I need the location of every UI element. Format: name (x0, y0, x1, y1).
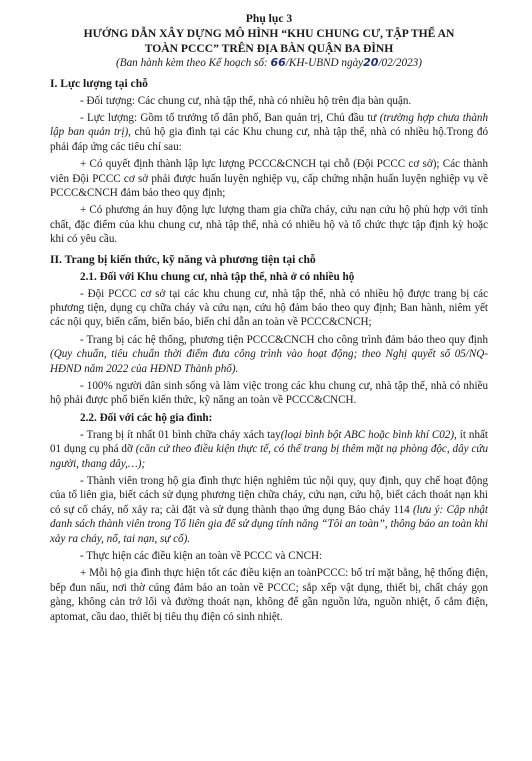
subtitle-pre: (Ban hành kèm theo Kế hoạch số: (116, 57, 271, 69)
section1-paragraph-2 (50, 111, 488, 154)
section2-p2-b: (Quy chuẩn, tiêu chuẩn thời điểm đưa công trình vào hoạt động; theo Nghị quyết số 05/NQ- HĐND năm 2022 của HĐND Thành phố). (50, 348, 488, 375)
subtitle-post: /02/2023) (378, 57, 422, 69)
section2-paragraph-7: + Mỗi hộ gia đình thực hiện tốt các điều kiện an toànPCCC: bố trí mặt bằng, hệ thống điện, bếp đun nấu, nơi thờ cúng đảm bảo an toàn về PCCC; sắp xếp vật dụng, thiết bị, chất cháy gọn gàng, không cản trở lối và đường thoát nạn, không để gần nguồn lửa, nguồn nhiệt, ổ cắm điện, aptomat, cầu dao, thiết bị tiêu thụ điện có sinh nhiệt. (50, 567, 488, 623)
section1-heading: I. Lực lượng tại chỗ (50, 76, 148, 90)
section2-p5-b: (lưu ý: Cập nhật danh sách thành viên trong Tổ liên gia để sử dụng tính năng “Tôi an toàn”, thông báo an toàn khi xảy ra cháy, nổ, tai nạn, sự cố). (50, 503, 489, 545)
section2-paragraph-4 (50, 428, 488, 471)
subtitle-mid: /KH-UBND ngày (285, 57, 364, 69)
section2-paragraph-2 (50, 333, 488, 376)
document-subtitle (50, 56, 488, 71)
section2-p4-b: (loại bình bột ABC hoặc bình khí C02) (280, 428, 455, 441)
document-title-line1: HƯỚNG DẪN XÂY DỰNG MÔ HÌNH “KHU CHUNG CƯ, TẬP THỂ AN (83, 27, 455, 40)
handwritten-plan-number: 66 (270, 56, 286, 69)
section2-p4-d: (căn cứ theo điều kiện thực tế, có thể trang bị thêm mặt nạ phòng độc, dây cứu người, thang dây,…); (50, 443, 488, 470)
section1-p2-c: , chủ hộ gia đình tại các Khu chung cư, nhà tập thể, nhà có nhiều hộ.Trong đó phải đáp ứng các tiêu chí sau: (50, 126, 488, 153)
section2-p5-a: - Thành viên trong hộ gia đình thực hiện nghiêm túc nội quy, quy định, quy chế hoạt động của tổ liên gia, biết cách sử dụng phương tiện chữa cháy, cứu nạn, cứu hộ, biết cách thoát nạn khi có sự cố cháy, nổ xảy ra; cài đặt và sử dụng thành thạo ứng dụng Báo cháy 114 (50, 475, 488, 516)
handwritten-plan-day: 20 (363, 56, 379, 69)
section2-p4-c: , ít nhất 01 dụng cụ phá dỡ (50, 428, 488, 456)
section1-p2-a: - Lực lượng: Gồm tổ trưởng tổ dân phố, Ban quản trị, Chủ đầu tư (80, 111, 380, 124)
section2-sub2-heading: 2.2. Đối với các hộ gia đình: (80, 411, 213, 424)
section1-paragraph-3: + Có quyết định thành lập lực lượng PCCC&CNCH tại chỗ (Đội PCCC cơ sở); Các thành viên Đội PCCC cơ sở phải được huấn luyện nghiệp vụ, cấp chứng nhận huấn luyện nghiệp vụ về PCCC&CNCH đảm bảo theo quy định; (50, 158, 488, 199)
section2-paragraph-1: - Đội PCCC cơ sở tại các khu chung cư, nhà tập thể, nhà có nhiều hộ được trang bị các phương tiện, dụng cụ chữa cháy và cứu nạn, cứu hộ đảm bảo theo quy định; Ban hành, niêm yết các nội quy, biển cấm, biển báo, biển chỉ dẫn an toàn về PCCC&CNCH; (50, 287, 488, 329)
section2-heading: II. Trang bị kiến thức, kỹ năng và phương tiện tại chỗ (50, 252, 316, 266)
section1-paragraph-1: - Đối tượng: Các chung cư, nhà tập thể, nhà có nhiều hộ trên địa bàn quận. (80, 94, 412, 107)
section2-sub1-heading: 2.1. Đối với Khu chung cư, nhà tập thể, nhà ở có nhiều hộ (80, 270, 355, 283)
section1-paragraph-4: + Có phương án huy động lực lượng tham gia chữa cháy, cứu nạn cứu hộ phù hợp với tính chất, đặc điểm của khu chung cư, nhà tập thể, nhà có nhiều hộ và tổ chức thực tập định kỳ hoặc khi có yêu cầu. (50, 204, 488, 246)
appendix-label: Phụ lục 3 (245, 12, 293, 25)
section1-p2-b: (trường hợp chưa thành lập ban quản trị) (50, 111, 488, 139)
section2-paragraph-3: - 100% người dân sinh sống và làm việc trong các khu chung cư, nhà tập thể, nhà có nhiều hộ phải được phổ biến kiến thức, kỹ năng an toàn về PCCC&CNCH. (50, 380, 488, 407)
section2-paragraph-5 (50, 474, 488, 546)
section2-p4-a: - Trang bị ít nhất 01 bình chữa cháy xách tay (80, 428, 281, 441)
section2-paragraph-6: - Thực hiện các điều kiện an toàn về PCCC và CNCH: (80, 550, 323, 563)
section2-p2-a: - Trang bị các hệ thống, phương tiện PCCC&CNCH cho công trình đảm bảo theo quy định (80, 333, 488, 346)
document-title-line2: TOÀN PCCC” TRÊN ĐỊA BÀN QUẬN BA ĐÌNH (144, 41, 394, 55)
